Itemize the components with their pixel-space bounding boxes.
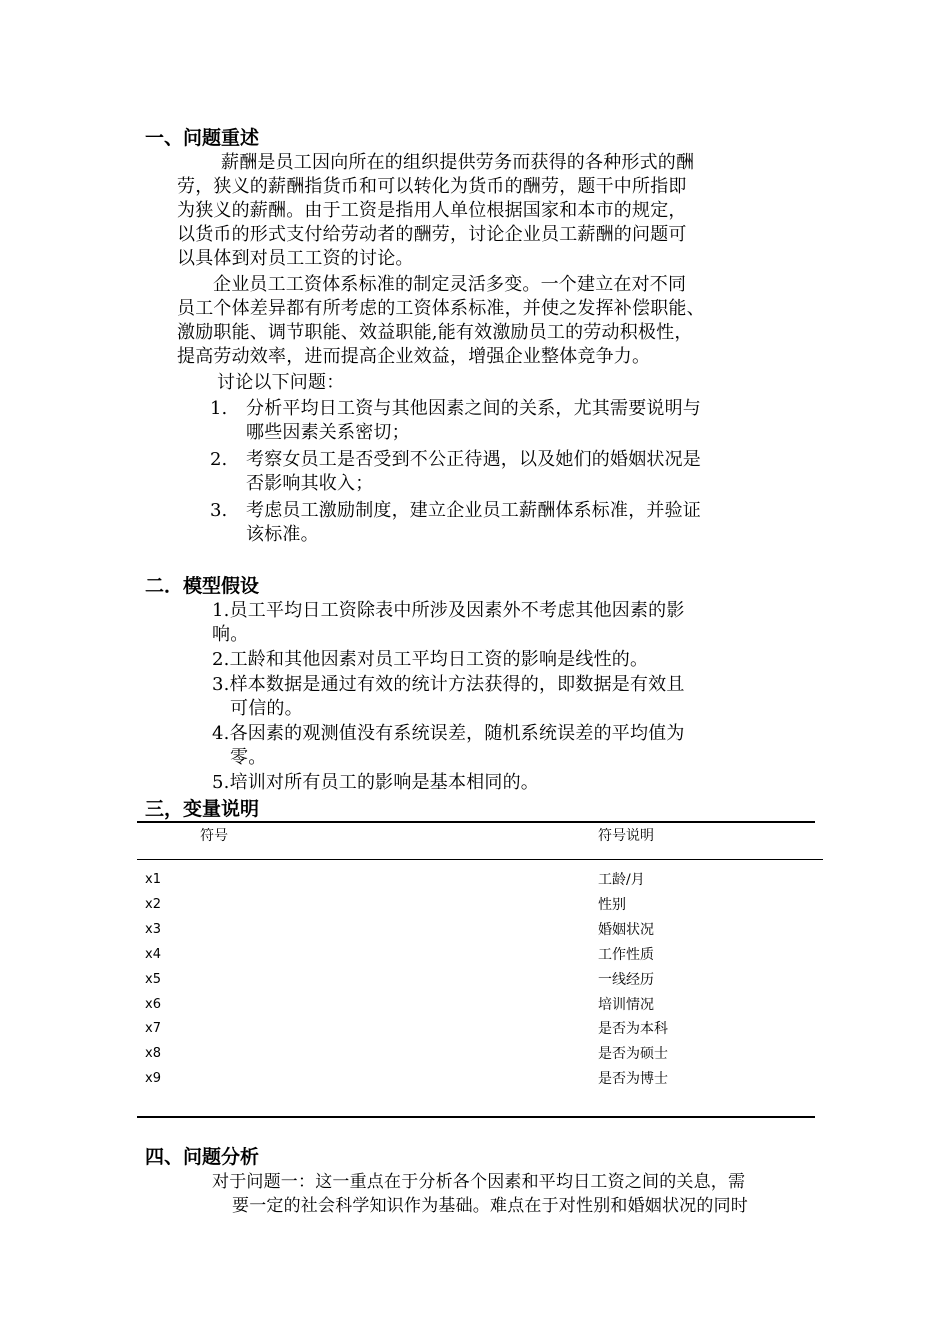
table-cell-symbol: x1 bbox=[145, 872, 161, 887]
section-heading-problem-analysis: 四、问题分析 bbox=[145, 1146, 260, 1168]
table-header-symbol: 符号 bbox=[200, 828, 228, 844]
question-number: 2. bbox=[210, 449, 228, 470]
assumption-item: 1.员工平均日工资除表中所涉及因素外不考虑其他因素的影 bbox=[212, 600, 685, 621]
paragraph-line: 企业员工工资体系标准的制定灵活多变。一个建立在对不同 bbox=[213, 274, 687, 295]
paragraph-line: 以具体到对员工工资的讨论。 bbox=[177, 248, 414, 269]
table-header-description: 符号说明 bbox=[598, 828, 654, 844]
assumption-item: 3.样本数据是通过有效的统计方法获得的，即数据是有效且 bbox=[212, 674, 685, 695]
paragraph-line: 激励职能、调节职能、效益职能,能有效激励员工的劳动积极性， bbox=[177, 322, 693, 343]
table-cell-description: 工作性质 bbox=[598, 947, 654, 963]
table-cell-description: 是否为本科 bbox=[598, 1021, 668, 1037]
assumption-item: 2.工龄和其他因素对员工平均日工资的影响是线性的。 bbox=[212, 649, 649, 670]
table-cell-symbol: x3 bbox=[145, 922, 161, 937]
assumption-item: 零。 bbox=[230, 747, 267, 768]
paragraph-line: 以货币的形式支付给劳动者的酬劳，讨论企业员工薪酬的问题可 bbox=[177, 224, 687, 245]
question-text: 否影响其收入； bbox=[246, 473, 374, 494]
question-text: 该标准。 bbox=[246, 524, 319, 545]
section-heading-problem-restatement: 一、问题重述 bbox=[145, 127, 260, 149]
question-text: 哪些因素关系密切； bbox=[246, 422, 410, 443]
paragraph-line: 要一定的社会科学知识作为基础。难点在于对性别和婚姻状况的同时 bbox=[232, 1196, 748, 1216]
section-heading-model-assumptions: 二．模型假设 bbox=[145, 575, 260, 597]
table-cell-symbol: x7 bbox=[145, 1021, 161, 1036]
table-cell-symbol: x8 bbox=[145, 1046, 161, 1061]
question-text: 考察女员工是否受到不公正待遇，以及她们的婚姻状况是 bbox=[246, 449, 701, 470]
table-cell-description: 性别 bbox=[598, 897, 626, 913]
table-cell-symbol: x5 bbox=[145, 972, 161, 987]
paragraph-line: 劳，狭义的薪酬指货币和可以转化为货币的酬劳，题干中所指即 bbox=[177, 176, 687, 197]
question-text: 分析平均日工资与其他因素之间的关系，尤其需要说明与 bbox=[246, 398, 701, 419]
table-cell-description: 工龄/月 bbox=[598, 872, 645, 888]
paragraph-line: 对于问题一：这一重点在于分析各个因素和平均日工资之间的关息，需 bbox=[212, 1172, 746, 1192]
table-bottom-rule bbox=[137, 1116, 815, 1118]
questions-intro: 讨论以下问题： bbox=[217, 372, 345, 393]
paragraph-line: 提高劳动效率，进而提高企业效益，增强企业整体竞争力。 bbox=[177, 346, 651, 367]
table-cell-description: 培训情况 bbox=[598, 997, 654, 1013]
table-cell-description: 是否为硕士 bbox=[598, 1046, 668, 1062]
table-cell-symbol: x4 bbox=[145, 947, 161, 962]
paragraph-line: 为狭义的薪酬。由于工资是指用人单位根据国家和本市的规定， bbox=[177, 200, 687, 221]
assumption-item: 4.各因素的观测值没有系统误差，随机系统误差的平均值为 bbox=[212, 723, 685, 744]
question-number: 1. bbox=[210, 398, 228, 419]
table-cell-symbol: x2 bbox=[145, 897, 161, 912]
assumption-item: 5.培训对所有员工的影响是基本相同的。 bbox=[212, 772, 539, 793]
table-cell-description: 婚姻状况 bbox=[598, 922, 654, 938]
section-heading-variables: 三，变量说明 bbox=[145, 798, 260, 820]
assumption-item: 可信的。 bbox=[230, 698, 303, 719]
table-header-rule bbox=[137, 859, 823, 860]
table-top-rule bbox=[137, 821, 815, 823]
question-text: 考虑员工激励制度，建立企业员工薪酬体系标准，并验证 bbox=[246, 500, 701, 521]
table-cell-description: 是否为博士 bbox=[598, 1071, 668, 1087]
paragraph-line: 薪酬是员工因向所在的组织提供劳务而获得的各种形式的酬 bbox=[221, 152, 695, 173]
table-cell-symbol: x9 bbox=[145, 1071, 161, 1086]
table-cell-description: 一线经历 bbox=[598, 972, 654, 988]
assumption-item: 响。 bbox=[212, 624, 249, 645]
question-number: 3. bbox=[210, 500, 228, 521]
paragraph-line: 员工个体差异都有所考虑的工资体系标准，并使之发挥补偿职能、 bbox=[177, 298, 705, 319]
table-cell-symbol: x6 bbox=[145, 997, 161, 1012]
